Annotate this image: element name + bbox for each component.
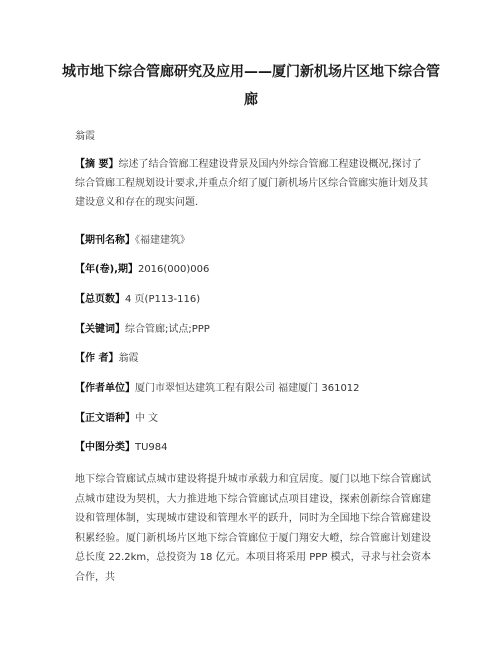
language-label: 【正文语种】 [75,413,135,424]
year-text: 2016(000)006 [137,264,210,275]
pages-text: 4 页(P113-116) [125,294,201,305]
author-field [75,349,430,368]
year-label: 【年(卷),期】 [75,264,138,275]
journal-text: 《福建建筑》 [135,235,190,246]
journal-field [75,231,430,250]
affiliation-text: 厦门市翠恒达建筑工程有限公司 福建厦门 361012 [135,383,360,394]
author-text: 翁霞 [118,353,139,364]
language-text: 中 文 [135,413,159,424]
affiliation-field [75,379,430,398]
abstract-field [75,155,430,212]
keywords-text: 综合管廊;试点;PPP [125,324,210,335]
language-field [75,409,430,428]
keywords-label: 【关键词】 [75,324,125,335]
author-name: 翁霞 [75,131,95,142]
author-label: 【作 者】 [75,353,119,364]
affiliation-label: 【作者单位】 [75,383,135,394]
pages-label: 【总页数】 [75,294,125,305]
classification-field [75,438,430,457]
journal-label: 【期刊名称】 [75,235,135,246]
classification-text: TU984 [135,442,168,453]
abstract-text: 综述了结合管廊工程建设背景及国内外综合管廊工程建设概况,探讨了综合管廊工程规划设计要求,并重点介绍了厦门新机场片区综合管廊实施计划及其建设意义和存在的现实问题. [75,159,429,208]
keywords-field [75,320,430,339]
classification-label: 【中图分类】 [75,442,135,453]
body-paragraph: 地下综合管廊试点城市建设将提升城市承载力和宜居度。厦门以地下综合管廊试点城市建设为契机，大力推进地下综合管廊试点项目建设，探索创新综合管廊建设和管理体制，实现城市建设和管理水平的跃升，同时为全国地下综合管廊建设积累经验。厦门新机场片区地下综合管廊位于厦门翔安大嶝，综合管廊计划建设总长度 22.2km，总投资为 18 亿元。本项目将采用 PPP 模式，寻求与社会资本合作，共 [75,474,431,583]
abstract-label: 【摘 要】 [75,159,119,170]
year-field [75,260,430,279]
document-title: 城市地下综合管廊研究及应用——厦门新机场片区地下综合管廊 [62,64,440,108]
pages-field [75,290,430,309]
